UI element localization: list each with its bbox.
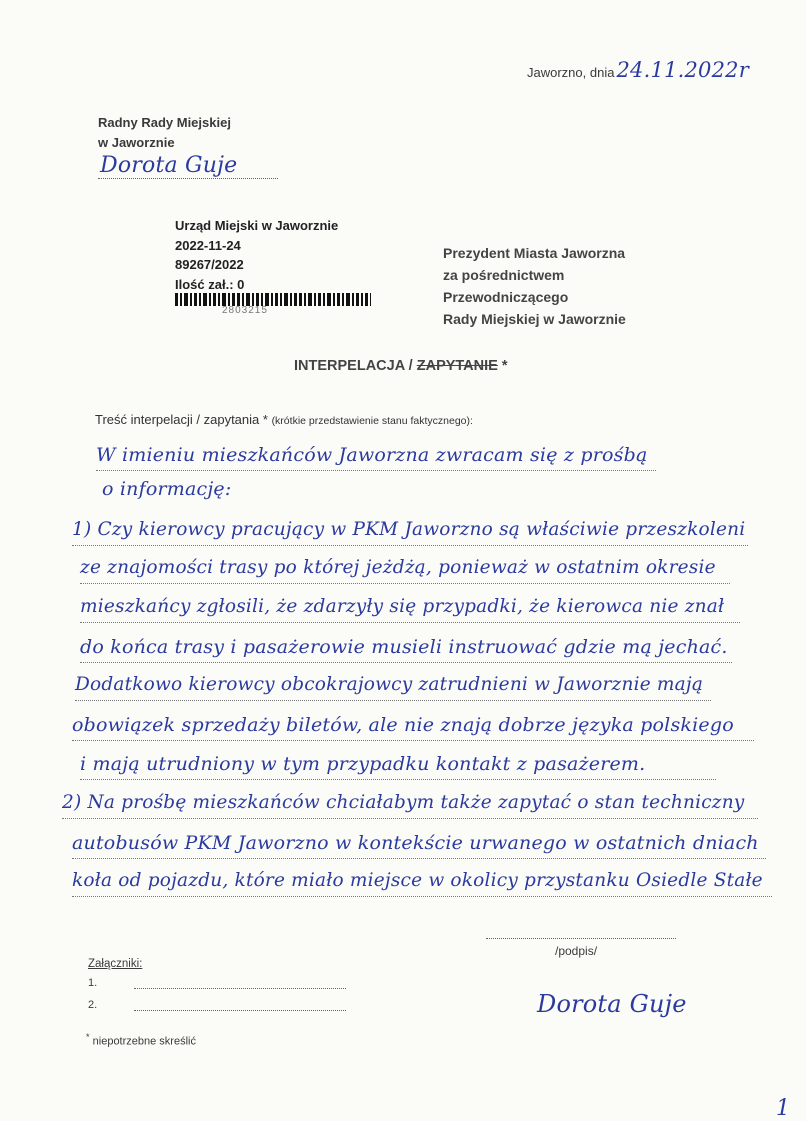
footnote-text: niepotrzebne skreślić — [92, 1035, 196, 1048]
content-line: 1) Czy kierowcy pracujący w PKM Jaworzno są właściwie przeszkoleni — [72, 515, 748, 546]
attachment-item-2-line — [134, 1010, 346, 1011]
attachment-item-1-line — [134, 988, 346, 989]
stamp-date: 2022-11-24 — [175, 237, 241, 253]
content-line: autobusów PKM Jaworzno w kontekście urwanego w ostatnich dniach — [72, 828, 766, 859]
content-label — [95, 412, 473, 427]
author-title-line1: Radny Rady Miejskiej — [98, 115, 231, 130]
stamp-attachments: Ilość zał.: 0 — [175, 276, 245, 292]
content-label-hint: (krótkie przedstawienie stanu faktycznego): — [271, 415, 473, 427]
bottom-signature: Dorota Guje — [537, 990, 687, 1018]
content-line: 2) Na prośbę mieszkańców chciałabym także zapytać o stan techniczny — [62, 788, 758, 819]
content-line: i mają utrudniony w tym przypadku kontakt z pasażerem. — [80, 749, 716, 780]
author-title-line2: w Jaworznie — [98, 135, 175, 150]
signature-caption: /podpis/ — [555, 944, 598, 958]
attachment-item-1-number: 1. — [88, 977, 98, 989]
title-asterisk: * — [497, 358, 508, 374]
recipient-line3: Przewodniczącego — [443, 289, 569, 305]
author-signature: Dorota Guje — [100, 153, 238, 178]
attachments-label: Załączniki: — [88, 958, 143, 970]
date-label: Jaworzno, dnia — [527, 65, 615, 80]
title-interpelacja: INTERPELACJA / — [294, 358, 417, 374]
author-signature-line — [98, 178, 278, 179]
signature-line — [486, 938, 676, 939]
registry-stamp — [175, 216, 375, 294]
content-line: o informację: — [102, 478, 232, 500]
document-date — [527, 58, 749, 82]
recipient-block — [443, 242, 626, 330]
content-label-main: Treść interpelacji / zapytania * — [95, 412, 268, 427]
content-line: koła od pojazdu, które miało miejsce w okolicy przystanku Osiedle Stałe — [72, 866, 772, 897]
content-line: do końca trasy i pasażerowie musieli instruować gdzie mą jechać. — [80, 632, 732, 663]
page-number: 1 — [776, 1096, 791, 1121]
recipient-line2: za pośrednictwem — [443, 267, 565, 283]
content-line: W imieniu mieszkańców Jaworzna zwracam się z prośbą — [96, 440, 656, 471]
document-title — [294, 358, 508, 374]
recipient-line4: Rady Miejskiej w Jaworznie — [443, 311, 626, 327]
author-block — [98, 113, 231, 153]
footnote — [86, 1032, 196, 1048]
title-zapytanie-struck: ZAPYTANIE — [416, 358, 498, 374]
stamp-number: 89267/2022 — [175, 257, 244, 272]
attachment-item-2-number: 2. — [88, 999, 98, 1011]
content-line: mieszkańcy zgłosili, że zdarzyły się przypadki, że kierowca nie znał — [80, 592, 740, 623]
barcode — [175, 293, 371, 306]
content-line: Dodatkowo kierowcy obcokrajowcy zatrudnieni w Jaworznie mają — [75, 670, 711, 701]
content-line: obowiązek sprzedaży biletów, ale nie znają dobrze języka polskiego — [72, 710, 754, 741]
footnote-asterisk: * — [86, 1032, 90, 1042]
stamp-office: Urząd Miejski w Jaworznie — [175, 218, 339, 233]
content-line: ze znajomości trasy po której jeżdżą, ponieważ w ostatnim okresie — [80, 553, 730, 584]
barcode-number: 2803215 — [222, 305, 268, 316]
recipient-line1: Prezydent Miasta Jaworzna — [443, 245, 626, 261]
date-value: 24.11.2022r — [616, 58, 749, 82]
